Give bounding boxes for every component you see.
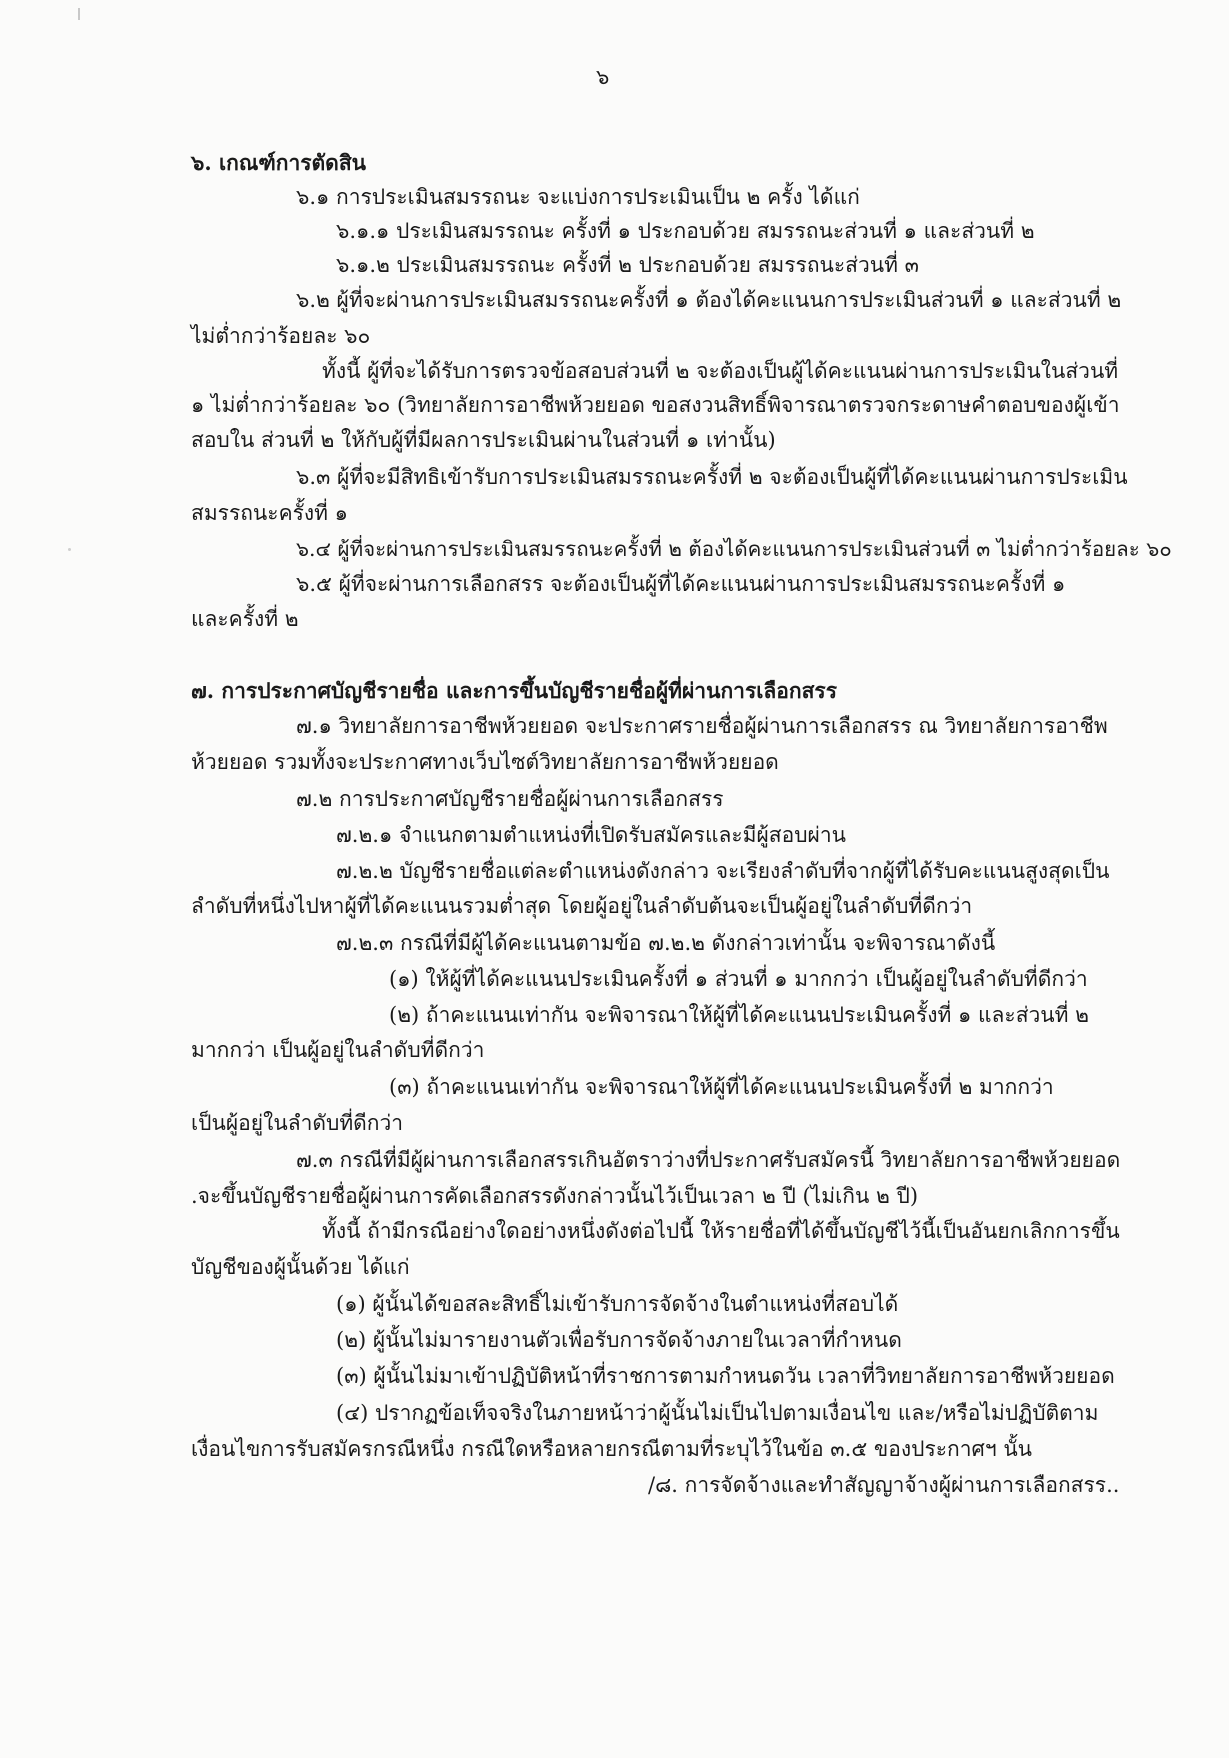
continuation-note: /๘. การจัดจ้างและทำสัญญาจ้างผู้ผ่านการเลือกสรร..	[648, 1473, 1120, 1497]
page-number: ๖	[596, 65, 610, 89]
scan-mark	[78, 8, 80, 20]
text-line: ห้วยยอด รวมทั้งจะประกาศทางเว็บไซต์วิทยาลัยการอาชีพห้วยยอด	[191, 750, 779, 774]
scan-dot	[68, 548, 71, 551]
text-line: (๑) ผู้นั้นได้ขอสละสิทธิ์ไม่เข้ารับการจัดจ้างในตำแหน่งที่สอบได้	[336, 1292, 899, 1316]
text-line: บัญชีของผู้นั้นด้วย ได้แก่	[191, 1255, 410, 1279]
text-line: ๖.๒ ผู้ที่จะผ่านการประเมินสมรรถนะครั้งที่ ๑ ต้องได้คะแนนการประเมินส่วนที่ ๑ และส่วนที่ ๒	[296, 288, 1122, 312]
section-7-heading: ๗. การประกาศบัญชีรายชื่อ และการขึ้นบัญชีรายชื่อผู้ที่ผ่านการเลือกสรร	[191, 678, 837, 703]
text-line: ๗.๒.๒ บัญชีรายชื่อแต่ละตำแหน่งดังกล่าว จะเรียงลำดับที่จากผู้ที่ได้รับคะแนนสูงสุดเป็น	[336, 859, 1110, 883]
text-line: และครั้งที่ ๒	[191, 607, 299, 631]
text-line: ทั้งนี้ ถ้ามีกรณีอย่างใดอย่างหนึ่งดังต่อไปนี้ ให้รายชื่อที่ได้ขึ้นบัญชีไว้นี้เป็นอันยกเลิกการขึ้น	[322, 1219, 1120, 1243]
text-line: ๖.๑ การประเมินสมรรถนะ จะแบ่งการประเมินเป็น ๒ ครั้ง ได้แก่	[296, 185, 860, 209]
text-line: (๒) ผู้นั้นไม่มารายงานตัวเพื่อรับการจัดจ้างภายในเวลาที่กำหนด	[336, 1328, 902, 1352]
text-line: ๖.๑.๒ ประเมินสมรรถนะ ครั้งที่ ๒ ประกอบด้วย สมรรถนะส่วนที่ ๓	[336, 253, 920, 277]
text-line: ๖.๔ ผู้ที่จะผ่านการประเมินสมรรถนะครั้งที่ ๒ ต้องได้คะแนนการประเมินส่วนที่ ๓ ไม่ต่ำกว่าร้อยละ ๖๐	[296, 537, 1172, 561]
text-line: เงื่อนไขการรับสมัครกรณีหนึ่ง กรณีใดหรือหลายกรณีตามที่ระบุไว้ในข้อ ๓.๕ ของประกาศฯ นั้น	[191, 1437, 1033, 1461]
text-line: ๑ ไม่ต่ำกว่าร้อยละ ๖๐ (วิทยาลัยการอาชีพห้วยยอด ขอสงวนสิทธิ์พิจารณาตรวจกระดาษคำตอบของผู้เข้า	[191, 393, 1120, 417]
text-line: ๗.๒.๑ จำแนกตามตำแหน่งที่เปิดรับสมัครและมีผู้สอบผ่าน	[336, 823, 847, 847]
text-line: ๗.๑ วิทยาลัยการอาชีพห้วยยอด จะประกาศรายชื่อผู้ผ่านการเลือกสรร ณ วิทยาลัยการอาชีพ	[296, 714, 1108, 738]
text-line: ลำดับที่หนึ่งไปหาผู้ที่ได้คะแนนรวมต่ำสุด โดยผู้อยู่ในลำดับต้นจะเป็นผู้อยู่ในลำดับที่ดีกว่า	[191, 894, 973, 918]
text-line: ไม่ต่ำกว่าร้อยละ ๖๐	[191, 324, 371, 348]
text-line: ทั้งนี้ ผู้ที่จะได้รับการตรวจข้อสอบส่วนที่ ๒ จะต้องเป็นผู้ได้คะแนนผ่านการประเมินในส่วนที่	[322, 359, 1119, 383]
text-line: (๓) ผู้นั้นไม่มาเข้าปฏิบัติหน้าที่ราชการตามกำหนดวัน เวลาที่วิทยาลัยการอาชีพห้วยยอด	[336, 1364, 1115, 1388]
text-line: ๗.๒.๓ กรณีที่มีผู้ได้คะแนนตามข้อ ๗.๒.๒ ดังกล่าวเท่านั้น จะพิจารณาดังนี้	[336, 931, 996, 955]
text-line: .จะขึ้นบัญชีรายชื่อผู้ผ่านการคัดเลือกสรรดังกล่าวนั้นไว้เป็นเวลา ๒ ปี (ไม่เกิน ๒ ปี)	[191, 1184, 919, 1208]
text-line: เป็นผู้อยู่ในลำดับที่ดีกว่า	[191, 1111, 404, 1135]
text-line: สอบใน ส่วนที่ ๒ ให้กับผู้ที่มีผลการประเมินผ่านในส่วนที่ ๑ เท่านั้น)	[191, 428, 776, 452]
text-line: ๖.๓ ผู้ที่จะมีสิทธิเข้ารับการประเมินสมรรถนะครั้งที่ ๒ จะต้องเป็นผู้ที่ได้คะแนนผ่านการประเมิน	[296, 465, 1128, 489]
text-line: ๖.๑.๑ ประเมินสมรรถนะ ครั้งที่ ๑ ประกอบด้วย สมรรถนะส่วนที่ ๑ และส่วนที่ ๒	[336, 219, 1035, 243]
text-line: ๗.๒ การประกาศบัญชีรายชื่อผู้ผ่านการเลือกสรร	[296, 787, 724, 811]
text-line: (๔) ปรากฏข้อเท็จจริงในภายหน้าว่าผู้นั้นไม่เป็นไปตามเงื่อนไข และ/หรือไม่ปฏิบัติตาม	[336, 1401, 1099, 1425]
text-line: (๒) ถ้าคะแนนเท่ากัน จะพิจารณาให้ผู้ที่ได้คะแนนประเมินครั้งที่ ๑ และส่วนที่ ๒	[389, 1003, 1090, 1027]
section-6-heading: ๖. เกณฑ์การตัดสิน	[191, 150, 366, 175]
text-line: ๗.๓ กรณีที่มีผู้ผ่านการเลือกสรรเกินอัตราว่างที่ประกาศรับสมัครนี้ วิทยาลัยการอาชีพห้วยยอด	[296, 1148, 1121, 1172]
text-line: มากกว่า เป็นผู้อยู่ในลำดับที่ดีกว่า	[191, 1038, 485, 1062]
text-line: (๑) ให้ผู้ที่ได้คะแนนประเมินครั้งที่ ๑ ส่วนที่ ๑ มากกว่า เป็นผู้อยู่ในลำดับที่ดีกว่า	[389, 967, 1088, 991]
text-line: สมรรถนะครั้งที่ ๑	[191, 501, 348, 525]
text-line: (๓) ถ้าคะแนนเท่ากัน จะพิจารณาให้ผู้ที่ได้คะแนนประเมินครั้งที่ ๒ มากกว่า	[389, 1075, 1054, 1099]
text-line: ๖.๕ ผู้ที่จะผ่านการเลือกสรร จะต้องเป็นผู้ที่ได้คะแนนผ่านการประเมินสมรรถนะครั้งที่ ๑	[296, 572, 1066, 596]
